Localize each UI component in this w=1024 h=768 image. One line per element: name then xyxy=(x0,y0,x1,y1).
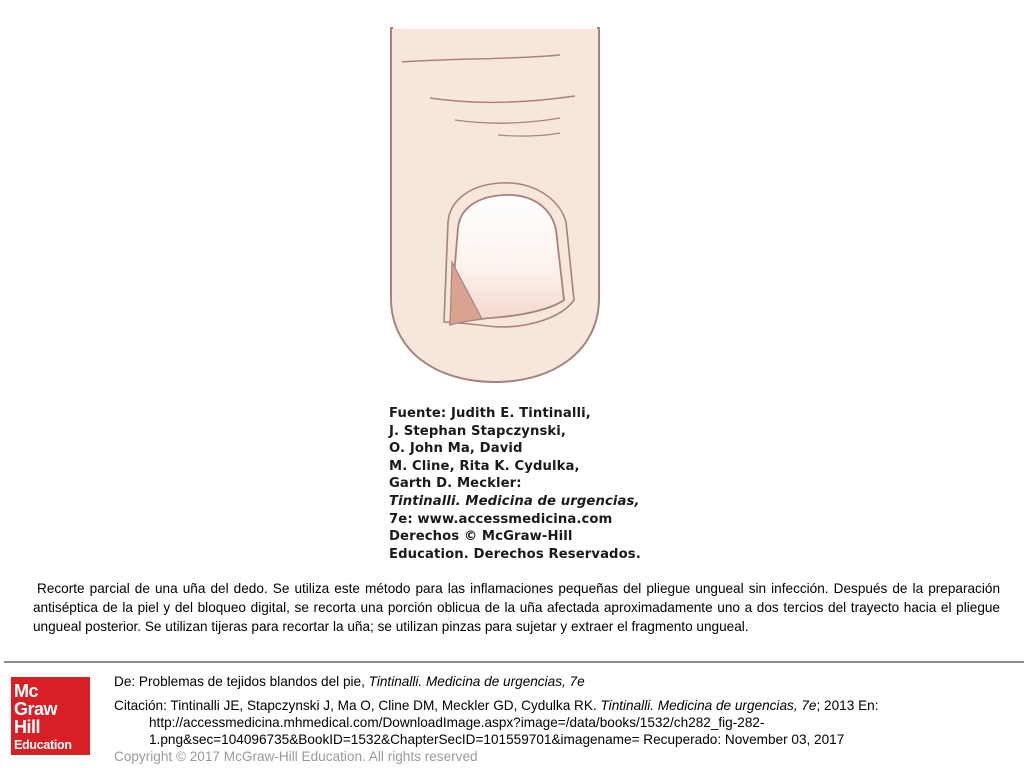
source-line: J. Stephan Stapczynski, xyxy=(389,423,567,439)
source-line: O. John Ma, David xyxy=(389,441,523,457)
logo-word: Hill xyxy=(14,717,41,737)
source-line: Fuente: Judith E. Tintinalli, xyxy=(389,406,591,421)
source-line: 7e: www.accessmedicina.com xyxy=(389,511,613,527)
source-line: Garth D. Meckler: xyxy=(389,476,522,492)
mcgraw-hill-education-logo xyxy=(11,677,90,755)
source-line-title: Tintinalli. Medicina de urgencias, xyxy=(389,493,640,509)
citation-url: http://accessmedicina.mhmedical.com/DownloadImage.aspx?image=/data/books/1532/ch282_fig-282- xyxy=(149,715,765,730)
citation-year: ; 2013 En: xyxy=(816,698,879,713)
logo-word: Mc xyxy=(14,681,39,701)
source-line: Education. Derechos Reservados. xyxy=(389,546,641,562)
citation xyxy=(114,697,1014,714)
source-line: Derechos © McGraw-Hill xyxy=(389,529,573,545)
figure-source-credit xyxy=(389,405,659,563)
logo-subword: Education xyxy=(14,738,72,752)
citation-book-title: Tintinalli. Medicina de urgencias, 7e xyxy=(600,698,817,713)
citation-authors: Citación: Tintinalli JE, Stapczynski J, Ma O, Cline DM, Meckler GD, Cydulka RK. xyxy=(114,698,601,713)
source-book-title: Tintinalli. Medicina de urgencias, 7e xyxy=(368,674,585,689)
copyright-notice: Copyright © 2017 McGraw-Hill Education. All rights reserved xyxy=(114,749,478,764)
source-chapter-prefix: De: Problemas de tejidos blandos del pie, xyxy=(114,674,369,689)
footer-meta xyxy=(114,673,1014,765)
source-line: M. Cline, Rita K. Cydulka, xyxy=(389,458,580,474)
footer-divider xyxy=(4,661,1024,663)
logo-word: Graw xyxy=(14,699,58,719)
figure-caption: Recorte parcial de una uña del dedo. Se utiliza este método para las inflamaciones pequeñas del pliegue ungueal sin infección. Después de la preparación antiséptica de la piel y del bloqueo digital, se recorta una porción oblicua de la uña afectada aproximadamente uno a dos tercios del trayecto hacia el pliegue ungueal posterior. Se utilizan tijeras para recortar la uña; se utilizan pinzas para sujetar y extraer el fragmento ungueal. xyxy=(33,581,1000,634)
citation-url-continued: 1.png&sec=104096735&BookID=1532&ChapterSecID=101559701&imagename= Recuperado: November 03, 2017 xyxy=(149,732,845,747)
source-chapter xyxy=(114,673,1014,690)
